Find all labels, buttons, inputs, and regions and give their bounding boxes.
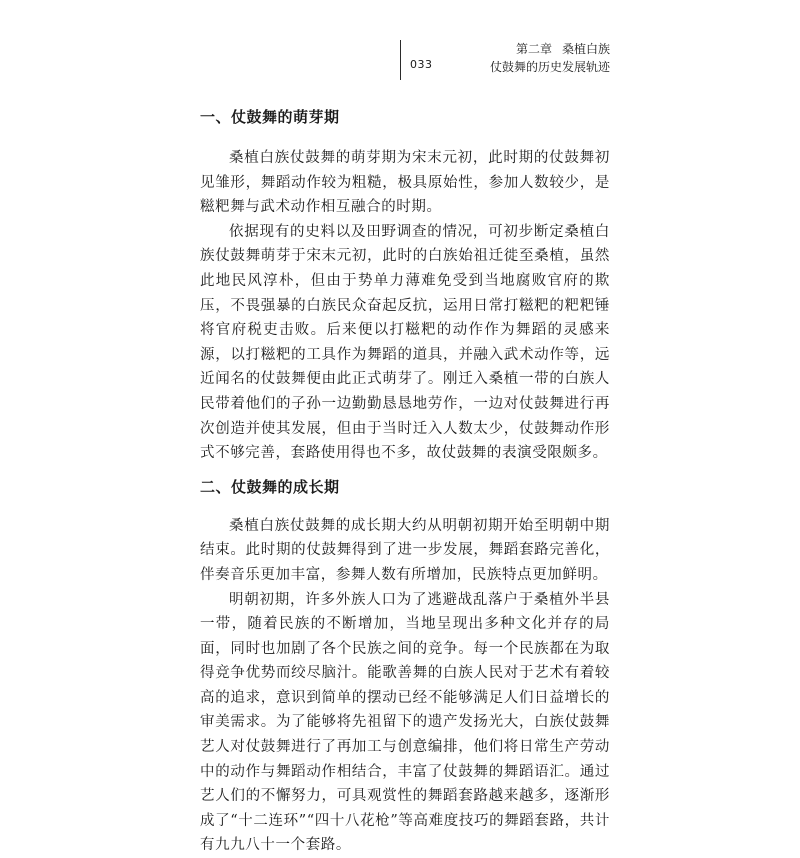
section-heading-growth: 二、仗鼓舞的成长期 [200, 472, 610, 502]
paragraph: 依据现有的史料以及田野调查的情况，可初步断定桑植白族仗鼓舞萌芽于宋末元初，此时的白族始祖迁徙至桑植，虽然此地民风淳朴，但由于势单力薄难免受到当地腐败官府的欺压，不畏强暴的白族民众奋起反抗，运用日常打糍粑的粑粑锤将官府税吏击败。后来便以打糍粑的动作作为舞蹈的灵感来源，以打糍粑的工具作为舞蹈的道具，并融入武术动作等，远近闻名的仗鼓舞便由此正式萌芽了。刚迁入桑植一带的白族人民带着他们的子孙一边勤勤恳恳地劳作，一边对仗鼓舞进行再次创造并使其发展，但由于当时迁入人数太少，仗鼓舞动作形式不够完善，套路使用得也不多，故仗鼓舞的表演受限颇多。 [200, 220, 610, 466]
paragraph: 明朝初期，许多外族人口为了逃避战乱落户于桑植外半县一带，随着民族的不断增加，当地呈现出多种文化并存的局面，同时也加剧了各个民族之间的竞争。每一个民族都在为取得竞争优势而绞尽脑汁。能歌善舞的白族人民对于艺术有着较高的追求，意识到简单的摆动已经不能够满足人们日益增长的审美需求。为了能够将先祖留下的遗产发扬光大，白族仗鼓舞艺人对仗鼓舞进行了再加工与创意编排，他们将日常生产劳动中的动作与舞蹈动作相结合，丰富了仗鼓舞的舞蹈语汇。通过艺人们的不懈努力，可具观赏性的舞蹈套路越来越多，逐渐形成了“十二连环”“四十八花枪”等高难度技巧的舞蹈套路，共计有九九八十一个套路。 [200, 588, 610, 858]
chapter-title: 桑植白族 [562, 42, 610, 56]
page-body [200, 100, 610, 858]
header-divider [400, 40, 401, 80]
paragraph: 桑植白族仗鼓舞的成长期大约从明朝初期开始至明朝中期结束。此时期的仗鼓舞得到了进一步发展，舞蹈套路完善化，伴奏音乐更加丰富，参舞人数有所增加，民族特点更加鲜明。 [200, 514, 610, 588]
chapter-heading [490, 40, 610, 76]
running-header [400, 40, 610, 84]
section-heading-sprout: 一、仗鼓舞的萌芽期 [200, 102, 610, 132]
page-number: 033 [410, 58, 433, 71]
paragraph: 桑植白族仗鼓舞的萌芽期为宋末元初，此时期的仗鼓舞初见雏形，舞蹈动作较为粗糙，极具原始性，参加人数较少，是糍粑舞与武术动作相互融合的时期。 [200, 146, 610, 220]
chapter-number: 第二章 [516, 42, 552, 56]
chapter-subtitle: 仗鼓舞的历史发展轨迹 [490, 58, 610, 76]
